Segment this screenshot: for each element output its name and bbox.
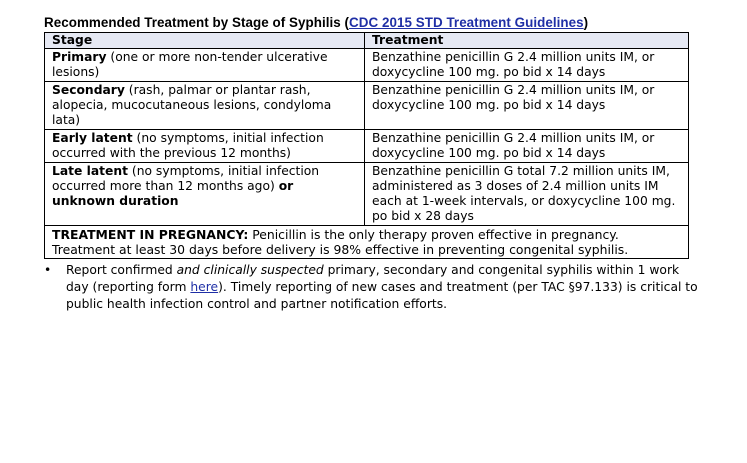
stage-description: (one or more non-tender ulcerative lesions): [52, 50, 328, 79]
stage-name: Late latent: [52, 164, 128, 178]
table-caption: [44, 15, 588, 30]
bullet-text: [66, 262, 704, 313]
caption-suffix: ): [583, 15, 589, 30]
treatment-cell: Benzathine penicillin G 2.4 million units IM, or doxycycline 100 mg. po bid x 14 days: [365, 82, 689, 130]
bullet-part3: ). Timely reporting of new cases and treatment (per TAC §97.133) is critical to public health infection control and partner notification efforts.: [66, 280, 698, 311]
treatment-table: [44, 32, 689, 259]
header-stage: Stage: [45, 33, 365, 49]
cdc-guidelines-link[interactable]: CDC 2015 STD Treatment Guidelines: [349, 15, 584, 30]
stage-cell: [45, 82, 365, 130]
reporting-bullet: [44, 262, 704, 313]
table-row-pregnancy: [45, 226, 689, 259]
caption-prefix: Recommended Treatment by Stage of Syphilis (: [44, 15, 350, 30]
table-row-early-latent: [45, 130, 689, 163]
stage-name: Early latent: [52, 131, 133, 145]
table-row-primary: [45, 49, 689, 82]
reporting-form-link[interactable]: here: [190, 280, 219, 294]
stage-description: (no symptoms, initial infection occurred with the previous 12 months): [52, 131, 324, 160]
table-row-late-latent: [45, 163, 689, 226]
pregnancy-text: Penicillin is the only therapy proven effective in pregnancy. Treatment at least 30 days before delivery is 98% effective in preventing congenital syphilis.: [52, 227, 629, 257]
header-treatment: Treatment: [365, 33, 689, 49]
treatment-cell: Benzathine penicillin G 2.4 million units IM, or doxycycline 100 mg. po bid x 14 days: [365, 130, 689, 163]
stage-description: (no symptoms, initial infection occurred more than 12 months ago): [52, 164, 320, 193]
stage-cell: [45, 49, 365, 82]
table-row-secondary: [45, 82, 689, 130]
treatment-cell: Benzathine penicillin G 2.4 million units IM, or doxycycline 100 mg. po bid x 14 days: [365, 49, 689, 82]
bullet-italic: and clinically suspected: [176, 263, 324, 277]
stage-name: Secondary: [52, 83, 125, 97]
stage-name: Primary: [52, 50, 107, 64]
stage-name-alt: or unknown duration: [52, 179, 294, 208]
pregnancy-cell: [45, 226, 689, 259]
stage-description: (rash, palmar or plantar rash, alopecia, mucocutaneous lesions, condyloma lata): [52, 83, 332, 127]
table-header-row: [45, 33, 689, 49]
bullet-part2: primary, secondary and congenital syphilis within 1 work day (reporting form: [66, 263, 680, 294]
stage-cell: [45, 163, 365, 226]
treatment-cell: Benzathine penicillin G total 7.2 million units IM, administered as 3 doses of 2.4 million units IM each at 1-week intervals, or doxycycline 100 mg. po bid x 28 days: [365, 163, 689, 226]
stage-cell: [45, 130, 365, 163]
bullet-part1: Report confirmed: [66, 263, 177, 277]
pregnancy-label: TREATMENT IN PREGNANCY:: [52, 227, 249, 242]
bullet-marker: •: [44, 263, 52, 277]
